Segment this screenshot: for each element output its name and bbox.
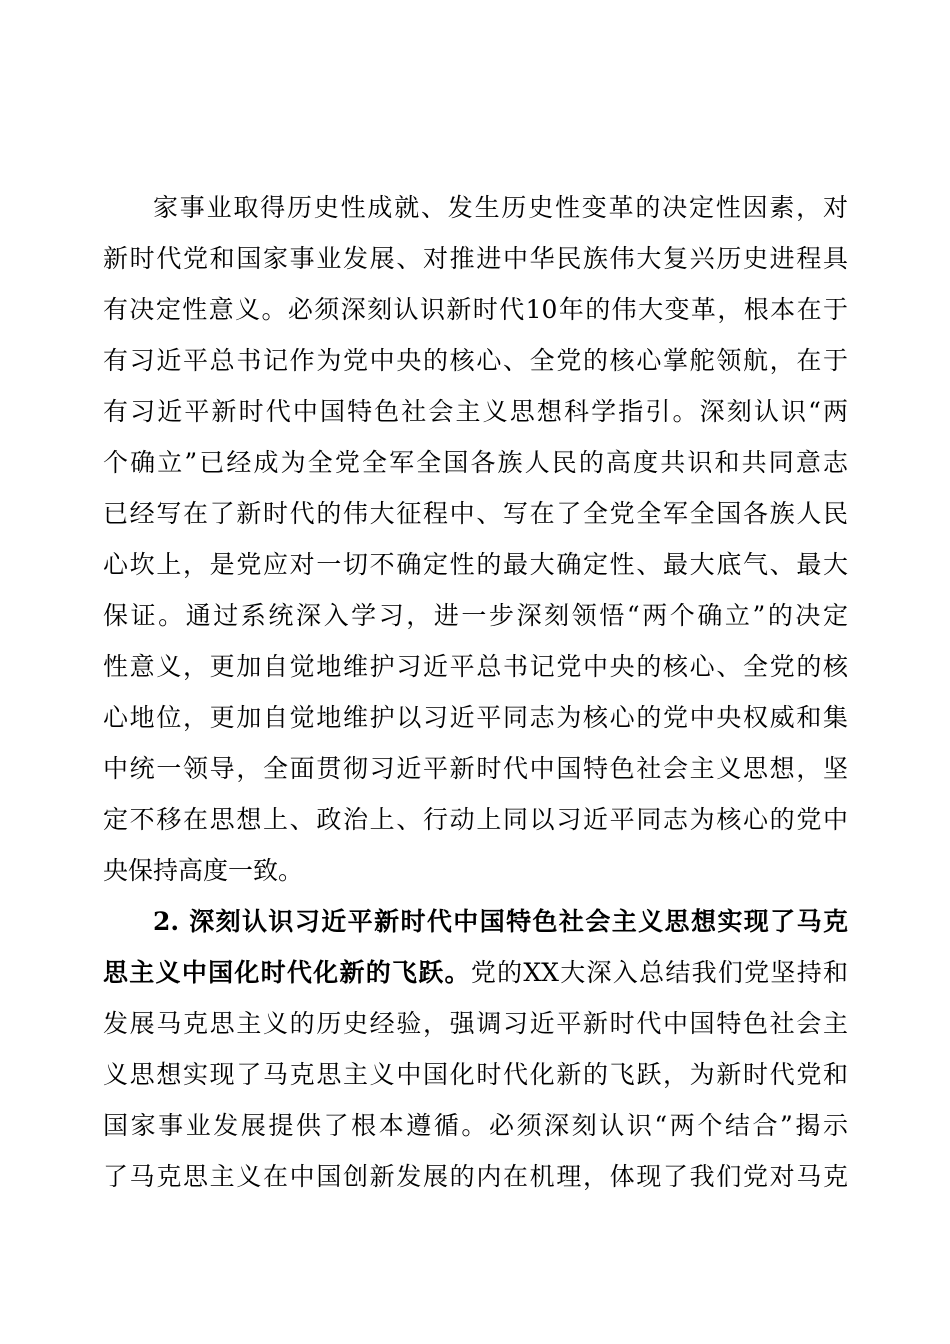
paragraph-2-line-2: 发展马克思主义的历史经验，强调习近平新时代中国特色社会主 [103,1009,848,1038]
paragraph-1-line-11: 心地位，更加自觉地维护以习近平同志为核心的党中央权威和集 [103,703,848,732]
paragraph-1-line-4: 有习近平总书记作为党中央的核心、全党的核心掌舵领航，在于 [103,346,848,375]
paragraph-1-line-10: 性意义，更加自觉地维护习近平总书记党中央的核心、全党的核 [103,652,848,681]
paragraph-1-line-12: 中统一领导，全面贯彻习近平新时代中国特色社会主义思想，坚 [103,754,848,783]
paragraph-2-line-1-rest: 党的XX大深入总结我们党坚持和 [470,958,848,987]
paragraph-1-line-1: 家事业取得历史性成就、发生历史性变革的决定性因素，对 [153,193,848,222]
paragraph-1-line-9: 保证。通过系统深入学习，进一步深刻领悟“两个确立”的决定 [103,601,848,630]
paragraph-1-line-8: 心坎上，是党应对一切不确定性的最大确定性、最大底气、最大 [103,550,848,579]
paragraph-1-line-13: 定不移在思想上、政治上、行动上同以习近平同志为核心的党中 [103,805,848,834]
paragraph-2-line-1 [103,947,848,998]
section-2-heading-line-1: 2. 深刻认识习近平新时代中国特色社会主义思想实现了马克 [153,907,848,936]
paragraph-1-line-5: 有习近平新时代中国特色社会主义思想科学指引。深刻认识“两 [103,397,848,426]
section-2-heading-line-2: 思主义中国化时代化新的飞跃。 [103,958,471,987]
paragraph-2-line-3: 义思想实现了马克思主义中国化时代化新的飞跃，为新时代党和 [103,1060,848,1089]
paragraph-2-line-4: 国家事业发展提供了根本遵循。必须深刻认识“两个结合”揭示 [103,1111,848,1140]
paragraph-1-line-3: 有决定性意义。必须深刻认识新时代10年的伟大变革，根本在于 [103,295,848,324]
paragraph-1-line-6: 个确立”已经成为全党全军全国各族人民的高度共识和共同意志 [103,448,848,477]
paragraph-1-line-14: 央保持高度一致。 [103,856,304,885]
paragraph-1-line-2: 新时代党和国家事业发展、对推进中华民族伟大复兴历史进程具 [103,244,848,273]
paragraph-1-line-7: 已经写在了新时代的伟大征程中、写在了全党全军全国各族人民 [103,499,848,528]
paragraph-2-line-5: 了马克思主义在中国创新发展的内在机理，体现了我们党对马克 [103,1162,848,1191]
